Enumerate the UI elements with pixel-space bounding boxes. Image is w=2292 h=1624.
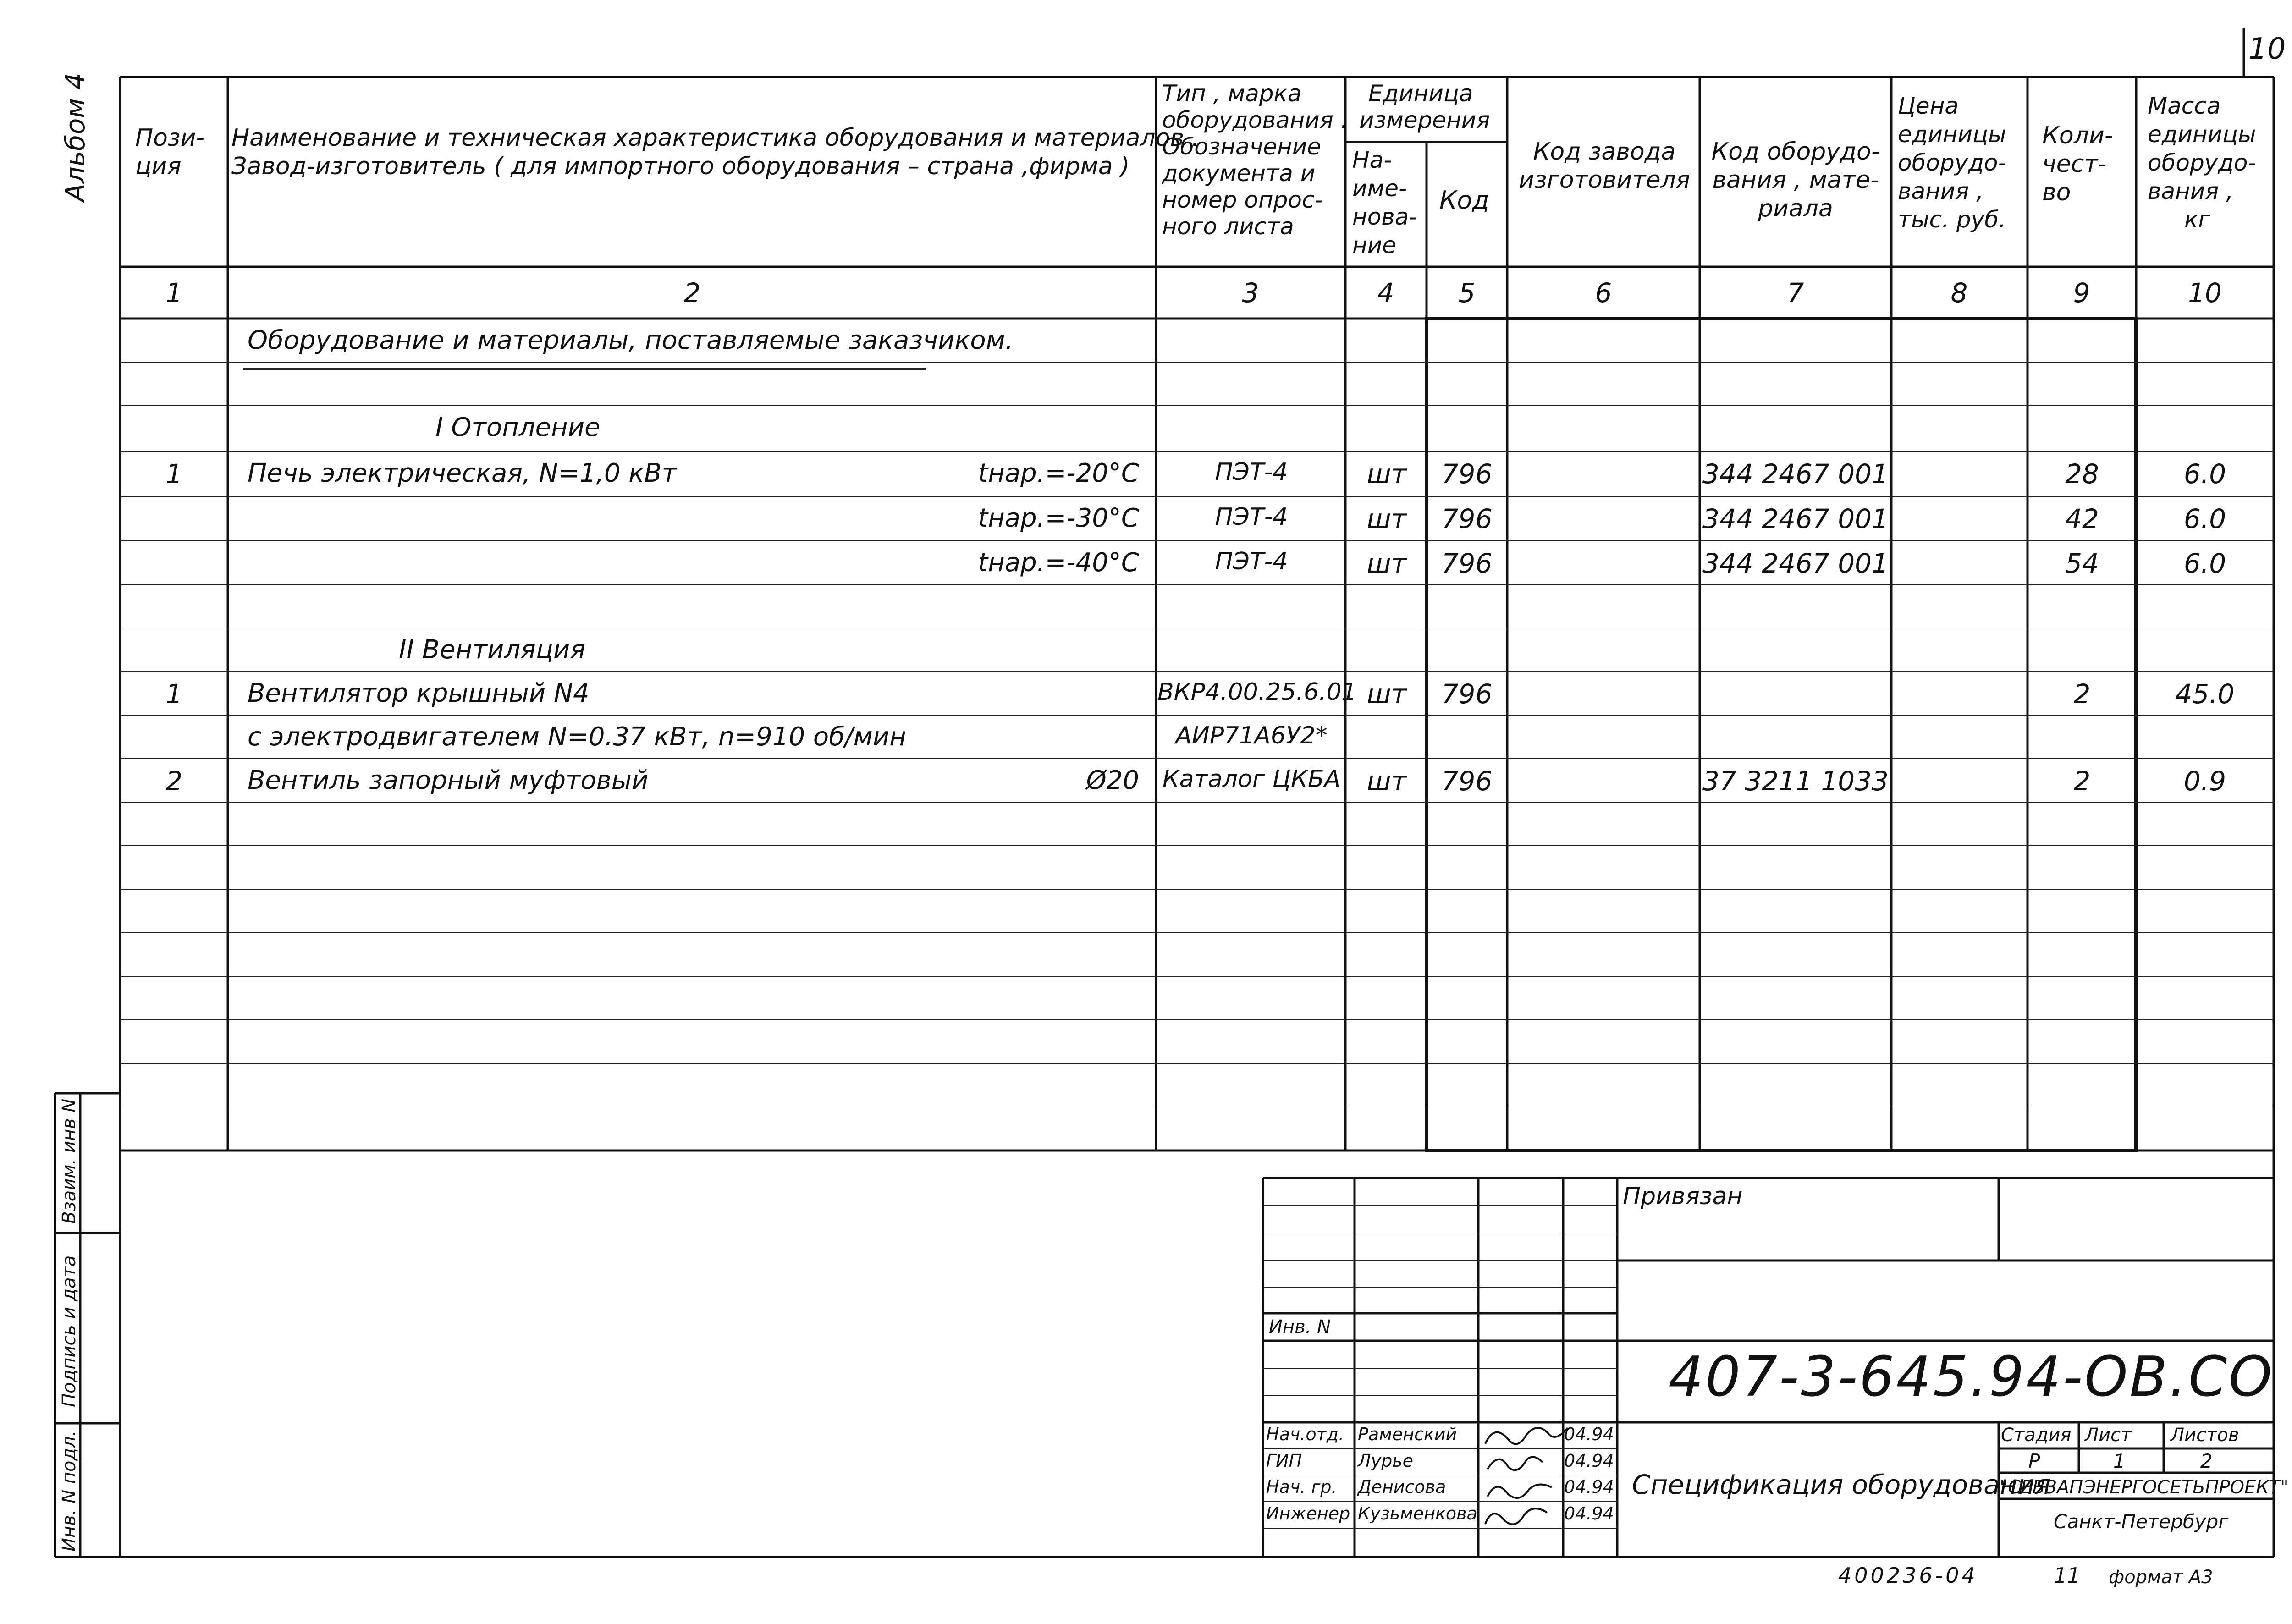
staff-role: Нач. гр.: [1266, 1477, 1337, 1497]
column-number: 1: [165, 277, 183, 308]
row-mass: 6.0: [2183, 548, 2226, 579]
row-position: 1: [165, 458, 183, 490]
sheet-label: Лист: [2085, 1425, 2132, 1446]
row-name: II Вентиляция: [399, 635, 586, 665]
document-title: Спецификация оборудования: [1632, 1469, 2051, 1500]
stamp-signature-date: Подпись и дата: [59, 1255, 80, 1407]
signatures: [1485, 1428, 1568, 1524]
row-name: Вентилятор крышный N4: [248, 678, 590, 708]
header-type: Тип , марка оборудования . Обозначение документа и номер опрос- ного листа: [1162, 80, 1348, 240]
header-position: Пози- ция: [135, 124, 205, 180]
document-code: 407-3-645.94-ОВ.СО: [1669, 1345, 2274, 1409]
column-number: 8: [1950, 277, 1968, 308]
staff-date: 04.94: [1564, 1477, 1614, 1497]
header-unit-group: Единица измерения: [1359, 80, 1490, 133]
row-unit-code: 796: [1441, 765, 1493, 797]
header-quantity: Коли- чест- во: [2042, 122, 2113, 206]
column-number: 2: [683, 277, 701, 308]
row-type: ВКР4.00.25.6.01: [1157, 678, 1357, 706]
row-name: Оборудование и материалы, поставляемые заказчиком.: [248, 325, 1014, 355]
row-name: Печь электрическая, N=1,0 кВт: [248, 458, 677, 488]
sheet-value: 1: [2113, 1450, 2126, 1472]
row-unit-code: 796: [1441, 678, 1493, 710]
sheets-label: Листов: [2171, 1425, 2239, 1446]
staff-role: ГИП: [1266, 1451, 1302, 1471]
row-quantity: 54: [2065, 548, 2099, 579]
row-mass: 0.9: [2183, 765, 2226, 797]
row-material-code: 344 2467 001: [1702, 503, 1889, 534]
organization: "СЕВЗАПЭНЕРГОСЕТЬПРОЕКТ": [2000, 1477, 2289, 1498]
stage-value: Р: [2028, 1450, 2040, 1472]
format-label: формат А3: [2109, 1567, 2213, 1588]
staff-name: Денисова: [1358, 1477, 1446, 1497]
row-unit: шт: [1366, 765, 1407, 797]
row-mass: 6.0: [2183, 503, 2226, 534]
row-material-code: 344 2467 001: [1702, 458, 1889, 490]
stage-label: Стадия: [2001, 1425, 2072, 1446]
staff-date: 04.94: [1564, 1451, 1614, 1471]
footer-code: 400236-04: [1838, 1563, 1978, 1588]
staff-role: Нач.отд.: [1266, 1424, 1344, 1444]
stamp-original-inv: Инв. N подл.: [59, 1430, 80, 1552]
staff-name: Кузьменкова: [1358, 1503, 1477, 1524]
row-unit-code: 796: [1441, 458, 1493, 490]
row-quantity: 42: [2065, 503, 2099, 534]
row-type: Каталог ЦКБА: [1162, 765, 1341, 793]
header-unit-name: На- име- нова- ние: [1352, 147, 1417, 259]
header-factory-code: Код завода изготовителя: [1519, 138, 1690, 194]
column-number: 9: [2073, 277, 2090, 308]
row-name-extra: tнар.=-30°C: [978, 503, 1139, 533]
row-type: ПЭТ-4: [1215, 503, 1288, 531]
column-number: 4: [1377, 277, 1394, 308]
column-number: 6: [1595, 277, 1612, 308]
column-number: 5: [1458, 277, 1476, 308]
row-name-extra: tнар.=-20°C: [978, 458, 1139, 488]
stamp-interchange-inv: Взаим. инв N: [59, 1098, 80, 1224]
row-quantity: 28: [2065, 458, 2099, 490]
header-material-code: Код оборудо- вания , мате- риала: [1711, 138, 1880, 222]
row-unit-code: 796: [1441, 503, 1493, 534]
row-unit: шт: [1366, 548, 1407, 579]
row-quantity: 2: [2073, 678, 2091, 710]
footer-sheet: 11: [2054, 1563, 2081, 1588]
staff-role: Инженер: [1266, 1503, 1350, 1524]
row-quantity: 2: [2073, 765, 2091, 797]
column-number: 10: [2188, 277, 2222, 308]
row-unit: шт: [1366, 458, 1407, 490]
row-material-code: 344 2467 001: [1702, 548, 1889, 579]
sheet-number: 10: [2248, 32, 2286, 66]
row-name: с электродвигателем N=0.37 кВт, n=910 об/мин: [248, 722, 906, 752]
column-number: 7: [1787, 277, 1804, 308]
row-material-code: 37 3211 1033: [1702, 765, 1889, 797]
row-name: I Отопление: [435, 413, 601, 442]
row-position: 1: [165, 678, 183, 710]
staff-date: 04.94: [1564, 1503, 1614, 1524]
row-type: ПЭТ-4: [1215, 458, 1288, 486]
column-number: 3: [1242, 277, 1259, 308]
header-name: Наименование и техническая характеристика оборудования и материалов . Завод-изготовитель ( для импортного оборудования – страна ,фирма ): [231, 124, 1200, 180]
row-unit: шт: [1366, 678, 1407, 710]
header-unit-code: Код: [1439, 186, 1489, 215]
row-name-extra: tнар.=-40°C: [978, 548, 1139, 578]
row-unit: шт: [1366, 503, 1407, 534]
header-price: Цена единицы оборудо- вания , тыс. руб.: [1898, 93, 2006, 233]
row-unit-code: 796: [1441, 548, 1493, 579]
staff-name: Лурье: [1358, 1451, 1413, 1471]
row-name: Вентиль запорный муфтовый: [248, 765, 649, 795]
row-type: АИР71А6У2*: [1175, 722, 1328, 749]
city: Санкт-Петербург: [2054, 1510, 2229, 1533]
inv-label: Инв. N: [1269, 1316, 1331, 1338]
row-mass: 6.0: [2183, 458, 2226, 490]
row-mass: 45.0: [2175, 678, 2235, 710]
row-type: ПЭТ-4: [1215, 548, 1288, 575]
row-position: 2: [165, 765, 183, 797]
staff-date: 04.94: [1564, 1424, 1614, 1444]
album-label: Альбом 4: [60, 72, 91, 202]
sheets-value: 2: [2200, 1450, 2213, 1472]
bound-label: Привязан: [1623, 1183, 1743, 1210]
staff-name: Раменский: [1358, 1424, 1457, 1444]
row-name-extra: Ø20: [1086, 765, 1139, 795]
header-mass: Масса единицы оборудо- вания , кг: [2148, 93, 2256, 233]
